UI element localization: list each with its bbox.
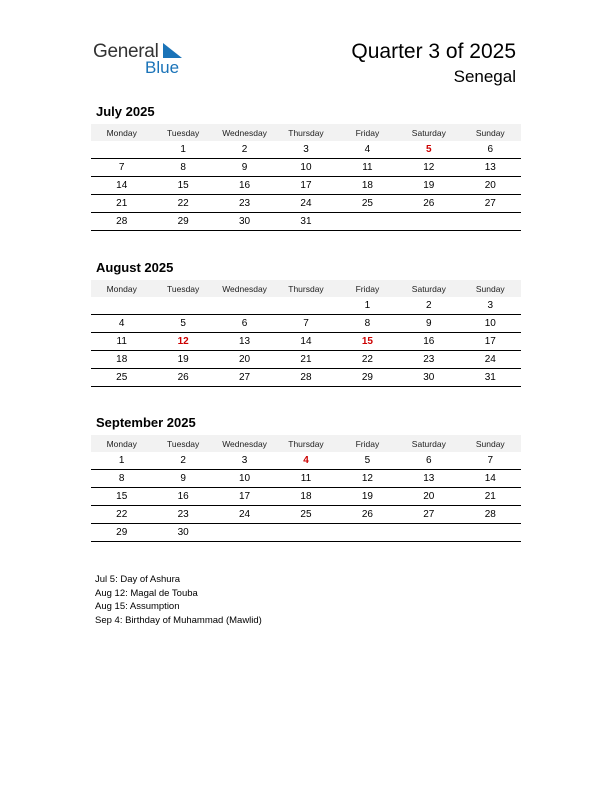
day-cell: 24 [275,195,336,213]
day-cell: 16 [214,177,275,195]
day-cell: 8 [91,470,152,488]
day-cell: 12 [398,159,459,177]
day-cell: 10 [214,470,275,488]
day-cell: 22 [152,195,213,213]
weekday-header: Wednesday [214,124,275,141]
weekday-header: Thursday [275,435,336,452]
day-cell [398,524,459,542]
week-row [91,213,521,231]
day-cell: 5 [337,452,398,470]
day-cell: 17 [214,488,275,506]
day-cell: 30 [398,369,459,387]
day-cell: 26 [152,369,213,387]
weekday-header: Tuesday [152,280,213,297]
day-cell: 26 [398,195,459,213]
week-row [91,315,521,333]
day-cell: 13 [398,470,459,488]
day-cell [460,524,521,542]
day-cell [337,524,398,542]
day-cell: 28 [460,506,521,524]
day-cell: 6 [460,141,521,159]
holiday-note: Aug 12: Magal de Touba [95,587,198,599]
day-cell: 14 [460,470,521,488]
week-row [91,524,521,542]
day-cell: 20 [460,177,521,195]
day-cell: 30 [152,524,213,542]
logo-triangle-icon [161,43,183,59]
weekday-header: Monday [91,124,152,141]
week-row [91,195,521,213]
weekday-header: Friday [337,435,398,452]
day-cell: 28 [275,369,336,387]
day-cell: 18 [275,488,336,506]
week-row [91,488,521,506]
holiday-day-cell: 12 [152,333,213,351]
day-cell: 10 [460,315,521,333]
weekday-header: Saturday [398,280,459,297]
day-cell: 24 [214,506,275,524]
day-cell: 9 [214,159,275,177]
day-cell: 22 [337,351,398,369]
weekday-header: Monday [91,280,152,297]
weekday-header: Sunday [460,280,521,297]
day-cell [152,297,213,315]
calendar-table [91,435,521,542]
day-cell: 23 [214,195,275,213]
holiday-note: Aug 15: Assumption [95,601,180,613]
weekday-header-row [91,435,521,452]
month-september [91,415,521,542]
day-cell: 25 [91,369,152,387]
day-cell: 1 [91,452,152,470]
day-cell: 28 [91,213,152,231]
day-cell: 23 [152,506,213,524]
day-cell: 31 [460,369,521,387]
day-cell: 3 [275,141,336,159]
month-august [91,260,521,387]
day-cell: 19 [152,351,213,369]
day-cell: 29 [152,213,213,231]
day-cell: 7 [275,315,336,333]
day-cell: 9 [152,470,213,488]
day-cell: 15 [152,177,213,195]
day-cell: 11 [337,159,398,177]
day-cell: 3 [460,297,521,315]
day-cell: 27 [460,195,521,213]
day-cell: 11 [275,470,336,488]
holiday-day-cell: 5 [398,141,459,159]
weekday-header-row [91,124,521,141]
week-row [91,470,521,488]
holiday-notes [95,573,262,628]
week-row [91,369,521,387]
day-cell: 12 [337,470,398,488]
week-row [91,297,521,315]
day-cell [460,213,521,231]
day-cell: 6 [398,452,459,470]
weekday-header: Friday [337,124,398,141]
country-name: Senegal [453,67,516,86]
day-cell: 21 [91,195,152,213]
day-cell [398,213,459,231]
day-cell: 3 [214,452,275,470]
day-cell: 13 [460,159,521,177]
day-cell [275,524,336,542]
day-cell: 18 [337,177,398,195]
weekday-header: Wednesday [214,435,275,452]
day-cell: 14 [275,333,336,351]
day-cell: 4 [91,315,152,333]
day-cell: 20 [214,351,275,369]
day-cell [337,213,398,231]
week-row [91,141,521,159]
day-cell: 19 [337,488,398,506]
day-cell: 7 [460,452,521,470]
day-cell: 1 [337,297,398,315]
day-cell: 13 [214,333,275,351]
weekday-header: Saturday [398,435,459,452]
day-cell [91,297,152,315]
weekday-header: Tuesday [152,435,213,452]
day-cell: 25 [337,195,398,213]
day-cell: 19 [398,177,459,195]
weekday-header: Wednesday [214,280,275,297]
day-cell: 16 [398,333,459,351]
day-cell: 9 [398,315,459,333]
month-title: August 2025 [96,260,174,275]
day-cell: 6 [214,315,275,333]
page-title: Quarter 3 of 2025 [351,40,516,63]
day-cell: 14 [91,177,152,195]
calendar-table [91,124,521,231]
calendar-table [91,280,521,387]
holiday-day-cell: 4 [275,452,336,470]
day-cell: 21 [275,351,336,369]
day-cell: 27 [398,506,459,524]
day-cell: 2 [398,297,459,315]
weekday-header: Monday [91,435,152,452]
day-cell: 10 [275,159,336,177]
weekday-header: Thursday [275,124,336,141]
day-cell: 22 [91,506,152,524]
weekday-header: Sunday [460,435,521,452]
day-cell: 5 [152,315,213,333]
month-title: September 2025 [96,415,196,430]
day-cell [275,297,336,315]
day-cell: 20 [398,488,459,506]
day-cell: 2 [152,452,213,470]
day-cell: 21 [460,488,521,506]
holiday-note: Sep 4: Birthday of Muhammad (Mawlid) [95,615,262,627]
day-cell: 31 [275,213,336,231]
month-july [91,104,521,231]
weekday-header-row [91,280,521,297]
day-cell: 27 [214,369,275,387]
week-row [91,177,521,195]
day-cell [214,297,275,315]
day-cell: 8 [152,159,213,177]
week-row [91,351,521,369]
day-cell: 18 [91,351,152,369]
weekday-header: Sunday [460,124,521,141]
day-cell: 15 [91,488,152,506]
day-cell: 30 [214,213,275,231]
logo [93,40,193,80]
day-cell: 29 [337,369,398,387]
holiday-day-cell: 15 [337,333,398,351]
day-cell: 26 [337,506,398,524]
day-cell: 16 [152,488,213,506]
day-cell: 8 [337,315,398,333]
day-cell: 11 [91,333,152,351]
week-row [91,452,521,470]
day-cell: 4 [337,141,398,159]
day-cell: 23 [398,351,459,369]
day-cell: 17 [460,333,521,351]
weekday-header: Tuesday [152,124,213,141]
week-row [91,159,521,177]
week-row [91,506,521,524]
week-row [91,333,521,351]
day-cell: 7 [91,159,152,177]
logo-blue-text: Blue [145,58,180,77]
weekday-header: Saturday [398,124,459,141]
month-title: July 2025 [96,104,155,119]
weekday-header: Friday [337,280,398,297]
day-cell: 29 [91,524,152,542]
day-cell: 17 [275,177,336,195]
day-cell: 24 [460,351,521,369]
weekday-header: Thursday [275,280,336,297]
day-cell: 1 [152,141,213,159]
holiday-note: Jul 5: Day of Ashura [95,574,181,585]
day-cell: 25 [275,506,336,524]
logo-general-text: General [93,41,159,62]
day-cell: 2 [214,141,275,159]
day-cell [91,141,152,159]
day-cell [214,524,275,542]
